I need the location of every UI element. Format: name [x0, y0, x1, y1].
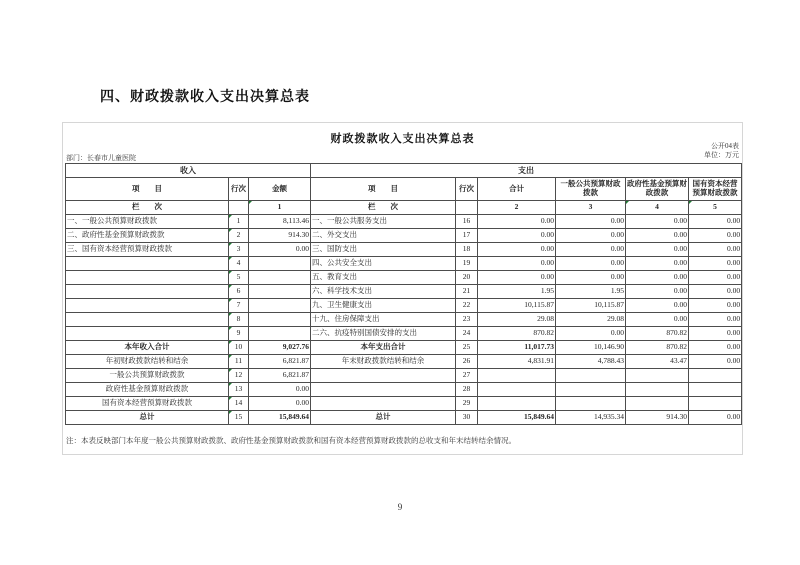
expense-col5-cell: 0.00	[689, 271, 742, 285]
expense-line-cell: 16	[456, 215, 478, 229]
expense-line-cell: 28	[456, 383, 478, 397]
expense-item-cell: 二、外交支出	[311, 229, 456, 243]
expense-col3-cell	[556, 397, 626, 411]
income-item-cell	[66, 327, 229, 341]
table-row	[66, 341, 742, 355]
income-lanci-line-cell	[229, 201, 249, 215]
expense-col3-cell: 0.00	[556, 243, 626, 257]
income-amount-cell: 0.00	[249, 243, 311, 257]
expense-line-cell: 19	[456, 257, 478, 271]
table-row	[66, 285, 742, 299]
expense-total-cell	[478, 397, 556, 411]
expense-lanci-line-cell	[456, 201, 478, 215]
expense-col4-cell: 0.00	[626, 257, 689, 271]
income-amount-cell	[249, 257, 311, 271]
expense-line-cell: 25	[456, 341, 478, 355]
col-number-cell: 4	[626, 201, 689, 215]
expense-col4-cell: 0.00	[626, 313, 689, 327]
table-row	[66, 313, 742, 327]
page-number: 9	[397, 502, 403, 512]
expense-item-cell: 年末财政拨款结转和结余	[311, 355, 456, 369]
section-header-row	[66, 164, 742, 178]
income-amount-cell: 914.30	[249, 229, 311, 243]
income-line-cell: 10	[229, 341, 249, 355]
expense-line-cell: 17	[456, 229, 478, 243]
expense-total-header: 合计	[478, 178, 556, 201]
table-row	[66, 299, 742, 313]
income-item-cell: 年初财政拨款结转和结余	[66, 355, 229, 369]
income-line-cell: 9	[229, 327, 249, 341]
expense-col4-cell: 914.30	[626, 411, 689, 425]
expense-col4-cell: 0.00	[626, 271, 689, 285]
table-row	[66, 327, 742, 341]
table-row	[66, 369, 742, 383]
table-meta	[704, 142, 739, 160]
income-item-cell	[66, 285, 229, 299]
income-item-cell	[66, 313, 229, 327]
accounts-table	[65, 163, 742, 425]
expense-col3-cell: 0.00	[556, 327, 626, 341]
expense-item-cell: 二六、抗疫特别国债安排的支出	[311, 327, 456, 341]
expense-line-cell: 18	[456, 243, 478, 257]
expense-col3-cell: 10,115.87	[556, 299, 626, 313]
expense-col5-cell: 0.00	[689, 285, 742, 299]
income-line-cell: 15	[229, 411, 249, 425]
income-line-cell: 1	[229, 215, 249, 229]
expense-item-cell	[311, 397, 456, 411]
expense-item-cell	[311, 369, 456, 383]
table-row	[66, 271, 742, 285]
table-row	[66, 397, 742, 411]
column-number-row	[66, 201, 742, 215]
expense-item-cell: 一、一般公共服务支出	[311, 215, 456, 229]
table-row	[66, 355, 742, 369]
income-amount-cell	[249, 271, 311, 285]
expense-total-cell: 0.00	[478, 215, 556, 229]
department-label: 部门：长春市儿童医院	[66, 154, 136, 162]
expense-col5-cell: 0.00	[689, 215, 742, 229]
income-amount-cell	[249, 299, 311, 313]
expense-item-header: 项 目	[311, 178, 456, 201]
expense-item-cell: 三、国防支出	[311, 243, 456, 257]
income-line-cell: 7	[229, 299, 249, 313]
income-line-header: 行次	[229, 178, 249, 201]
expense-col4-cell	[626, 369, 689, 383]
income-amount-cell: 15,849.64	[249, 411, 311, 425]
table-code: 公开04表	[711, 142, 739, 150]
expense-col3-header: 一般公共预算财政拨款	[556, 178, 626, 201]
income-line-cell: 8	[229, 313, 249, 327]
table-row	[66, 257, 742, 271]
expense-col4-cell: 0.00	[626, 285, 689, 299]
income-amount-cell: 0.00	[249, 397, 311, 411]
income-amount-cell: 6,821.87	[249, 369, 311, 383]
income-line-cell: 12	[229, 369, 249, 383]
expense-col3-cell: 0.00	[556, 257, 626, 271]
col-number-cell: 5	[689, 201, 742, 215]
expense-line-cell: 21	[456, 285, 478, 299]
expense-item-cell	[311, 383, 456, 397]
income-line-cell: 11	[229, 355, 249, 369]
expense-col4-cell	[626, 383, 689, 397]
expense-col5-cell: 0.00	[689, 243, 742, 257]
expense-col5-cell	[689, 397, 742, 411]
income-amount-cell: 8,113.46	[249, 215, 311, 229]
income-lanci-label: 栏 次	[66, 201, 229, 215]
column-header-row	[66, 178, 742, 201]
expense-line-header: 行次	[456, 178, 478, 201]
expense-col5-cell: 0.00	[689, 299, 742, 313]
expense-col4-header: 政府性基金预算财政拨款	[626, 178, 689, 201]
expense-col4-cell: 870.82	[626, 341, 689, 355]
table-row	[66, 411, 742, 425]
expense-col3-cell	[556, 369, 626, 383]
expense-item-cell: 九、卫生健康支出	[311, 299, 456, 313]
expense-col3-cell: 29.08	[556, 313, 626, 327]
expense-item-cell: 十九、住房保障支出	[311, 313, 456, 327]
table-title: 财政拨款收入支出决算总表	[330, 133, 475, 145]
expense-total-cell: 4,831.91	[478, 355, 556, 369]
expense-col5-cell	[689, 383, 742, 397]
income-item-cell: 一般公共预算财政拨款	[66, 369, 229, 383]
expense-col4-cell: 870.82	[626, 327, 689, 341]
expense-total-cell: 870.82	[478, 327, 556, 341]
expense-line-cell: 24	[456, 327, 478, 341]
expense-col3-cell	[556, 383, 626, 397]
table-row	[66, 215, 742, 229]
expense-total-cell	[478, 383, 556, 397]
expense-col5-cell	[689, 369, 742, 383]
expense-col4-cell: 0.00	[626, 215, 689, 229]
income-line-cell: 4	[229, 257, 249, 271]
expense-total-cell: 0.00	[478, 229, 556, 243]
col-number-cell: 2	[478, 201, 556, 215]
income-section-header: 收入	[66, 164, 311, 178]
income-line-cell: 2	[229, 229, 249, 243]
expense-col3-cell: 10,146.90	[556, 341, 626, 355]
income-line-cell: 6	[229, 285, 249, 299]
expense-total-cell: 0.00	[478, 257, 556, 271]
expense-line-cell: 22	[456, 299, 478, 313]
col-number-cell: 3	[556, 201, 626, 215]
table-row	[66, 229, 742, 243]
page-heading: 四、财政拨款收入支出决算总表	[100, 90, 310, 105]
expense-col5-cell: 0.00	[689, 355, 742, 369]
expense-line-cell: 29	[456, 397, 478, 411]
income-item-cell: 二、政府性基金预算财政拨款	[66, 229, 229, 243]
income-amount-cell	[249, 327, 311, 341]
expense-col3-cell: 14,935.34	[556, 411, 626, 425]
expense-line-cell: 30	[456, 411, 478, 425]
expense-item-cell: 四、公共安全支出	[311, 257, 456, 271]
expense-item-cell: 本年支出合计	[311, 341, 456, 355]
expense-line-cell: 27	[456, 369, 478, 383]
expense-col5-cell: 0.00	[689, 327, 742, 341]
expense-col5-header: 国有资本经营预算财政拨款	[689, 178, 742, 201]
income-amount-cell: 6,821.87	[249, 355, 311, 369]
income-amount-cell	[249, 313, 311, 327]
table-frame	[62, 122, 743, 455]
income-amount-cell	[249, 285, 311, 299]
expense-total-cell: 15,849.64	[478, 411, 556, 425]
expense-line-cell: 20	[456, 271, 478, 285]
expense-col5-cell: 0.00	[689, 313, 742, 327]
expense-item-cell: 五、教育支出	[311, 271, 456, 285]
expense-col4-cell: 43.47	[626, 355, 689, 369]
expense-lanci-label: 栏 次	[311, 201, 456, 215]
unit-label: 单位：万元	[704, 151, 739, 159]
expense-line-cell: 23	[456, 313, 478, 327]
table-row	[66, 383, 742, 397]
income-item-header: 项 目	[66, 178, 229, 201]
expense-col4-cell	[626, 397, 689, 411]
expense-total-cell: 0.00	[478, 271, 556, 285]
expense-col5-cell: 0.00	[689, 257, 742, 271]
income-item-cell: 总计	[66, 411, 229, 425]
expense-col3-cell: 0.00	[556, 215, 626, 229]
expense-col3-cell: 4,788.43	[556, 355, 626, 369]
income-item-cell	[66, 271, 229, 285]
expense-col3-cell: 0.00	[556, 271, 626, 285]
expense-total-cell: 29.08	[478, 313, 556, 327]
expense-item-cell: 总计	[311, 411, 456, 425]
table-row	[66, 243, 742, 257]
expense-item-cell: 六、科学技术支出	[311, 285, 456, 299]
expense-line-cell: 26	[456, 355, 478, 369]
expense-total-cell: 1.95	[478, 285, 556, 299]
col-number-cell: 1	[249, 201, 311, 215]
income-item-cell: 一、一般公共预算财政拨款	[66, 215, 229, 229]
expense-total-cell: 11,017.73	[478, 341, 556, 355]
income-line-cell: 3	[229, 243, 249, 257]
income-item-cell: 三、国有资本经营预算财政拨款	[66, 243, 229, 257]
expense-col5-cell: 0.00	[689, 229, 742, 243]
income-item-cell: 国有资本经营预算财政拨款	[66, 397, 229, 411]
expense-col5-cell: 0.00	[689, 341, 742, 355]
expense-col3-cell: 1.95	[556, 285, 626, 299]
expense-col4-cell: 0.00	[626, 229, 689, 243]
income-amount-cell: 0.00	[249, 383, 311, 397]
expense-col4-cell: 0.00	[626, 299, 689, 313]
expense-col4-cell: 0.00	[626, 243, 689, 257]
expense-total-cell	[478, 369, 556, 383]
income-amount-cell: 9,027.76	[249, 341, 311, 355]
table-body	[66, 215, 742, 425]
expense-section-header: 支出	[311, 164, 742, 178]
expense-total-cell: 10,115.87	[478, 299, 556, 313]
income-amount-header: 金额	[249, 178, 311, 201]
income-item-cell: 本年收入合计	[66, 341, 229, 355]
income-line-cell: 13	[229, 383, 249, 397]
expense-col3-cell: 0.00	[556, 229, 626, 243]
income-line-cell: 14	[229, 397, 249, 411]
table-note: 注：本表反映部门本年度一般公共预算财政拨款、政府性基金预算财政拨款和国有资本经营预算财政拨款的总收支和年末结转结余情况。	[66, 436, 516, 445]
expense-col5-cell: 0.00	[689, 411, 742, 425]
income-item-cell	[66, 299, 229, 313]
expense-total-cell: 0.00	[478, 243, 556, 257]
income-item-cell: 政府性基金预算财政拨款	[66, 383, 229, 397]
income-item-cell	[66, 257, 229, 271]
income-line-cell: 5	[229, 271, 249, 285]
